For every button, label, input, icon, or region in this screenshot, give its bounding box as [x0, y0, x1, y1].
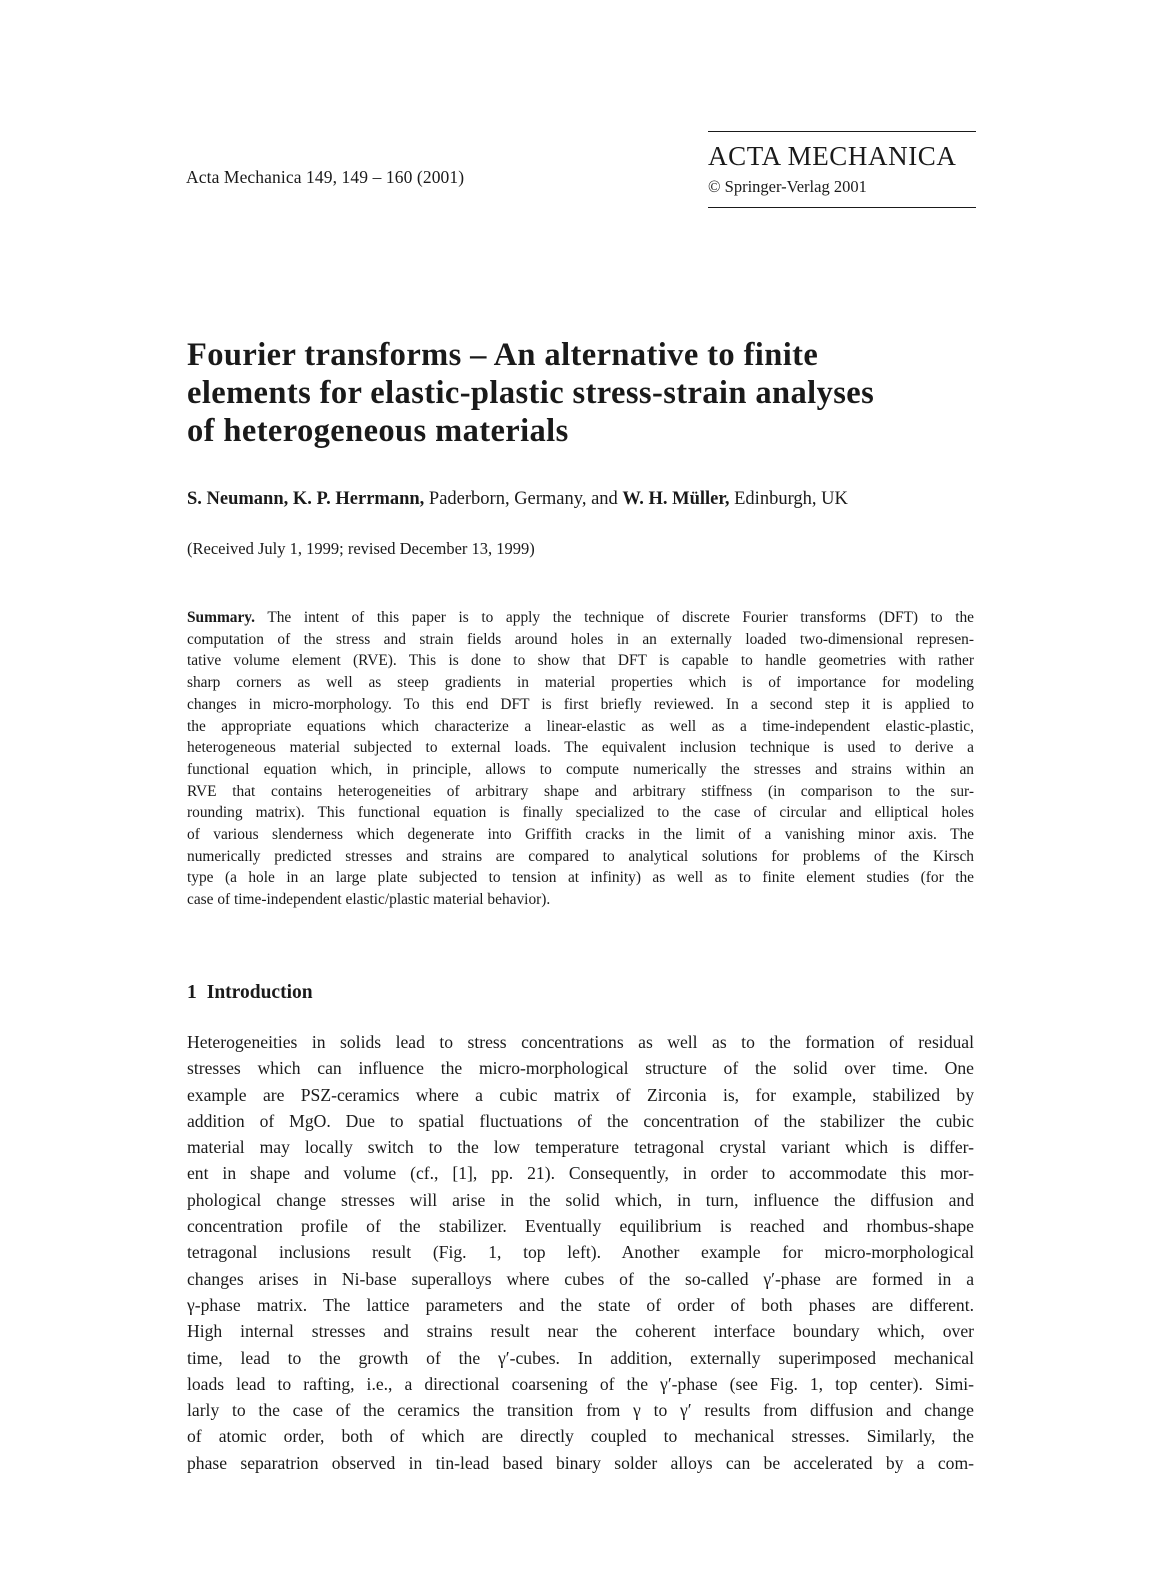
summary-line: RVE that contains heterogeneities of arbitrary shape and arbitrary stiffness (in comparison to the sur-	[187, 782, 974, 800]
body-line: time, lead to the growth of the γ′-cubes. In addition, externally superimposed mechanical	[187, 1347, 974, 1368]
body-line: High internal stresses and strains result near the coherent interface boundary which, over	[187, 1321, 974, 1342]
section-title: Introduction	[206, 982, 313, 1003]
journal-masthead	[708, 131, 976, 208]
journal-citation: Acta Mechanica 149, 149 – 160 (2001)	[186, 167, 465, 187]
author-name: W. H. Müller,	[622, 489, 730, 509]
author-affiliation: Edinburgh, UK	[734, 489, 848, 509]
body-line: stresses which can influence the micro-morphological structure of the solid over time. One	[187, 1058, 974, 1079]
summary-label: Summary.	[187, 609, 255, 626]
article-title	[187, 336, 987, 450]
summary-line: changes in micro-morphology. To this end DFT is first briefly reviewed. In a second step it is applied to	[187, 695, 974, 713]
body-line: material may locally switch to the low temperature tetragonal crystal variant which is differ-	[187, 1137, 974, 1158]
summary-line: of various slenderness which degenerate into Griffith cracks in the limit of a vanishing minor axis. The	[187, 826, 974, 844]
body-line: larly to the case of the ceramics the transition from γ to γ′ results from diffusion and change	[187, 1400, 974, 1421]
summary-line: heterogeneous material subjected to external loads. The equivalent inclusion technique is used to derive a	[187, 739, 974, 757]
section-heading-introduction	[187, 982, 313, 1004]
body-line: of atomic order, both of which are directly coupled to mechanical stresses. Similarly, the	[187, 1426, 974, 1447]
summary-line: the appropriate equations which characterize a linear-elastic as well as a time-independent elastic-plastic,	[187, 717, 974, 735]
title-line: Fourier transforms – An alternative to finite	[187, 337, 819, 373]
summary-line: case of time-independent elastic/plastic material behavior).	[187, 891, 551, 909]
summary-line	[187, 607, 974, 629]
section-number: 1	[187, 982, 197, 1003]
introduction-paragraph	[187, 1029, 974, 1476]
journal-name: ACTA MECHANICA	[708, 141, 957, 171]
masthead-top-rule	[708, 131, 976, 132]
title-line: of heterogeneous materials	[187, 413, 569, 449]
body-line: ent in shape and volume (cf., [1], pp. 21). Consequently, in order to accommodate this mor-	[187, 1163, 974, 1184]
body-line: changes arises in Ni-base superalloys where cubes of the so-called γ′-phase are formed in a	[187, 1268, 974, 1289]
body-line: phological change stresses will arise in the solid which, in turn, influence the diffusion and	[187, 1189, 974, 1210]
summary-text: The intent of this paper is to apply the technique of discrete Fourier transforms (DFT) to the	[267, 609, 974, 626]
body-line: Heterogeneities in solids lead to stress concentrations as well as to the formation of residual	[187, 1032, 974, 1052]
body-line: tetragonal inclusions result (Fig. 1, top left). Another example for micro-morphological	[187, 1242, 974, 1263]
body-line: concentration profile of the stabilizer. Eventually equilibrium is reached and rhombus-shape	[187, 1216, 974, 1237]
summary-line: type (a hole in an large plate subjected to tension at infinity) as well as to finite element studies (for the	[187, 869, 974, 887]
received-dates: (Received July 1, 1999; revised December 13, 1999)	[187, 539, 535, 558]
summary-line: computation of the stress and strain fields around holes in an externally loaded two-dimensional represen-	[187, 630, 974, 648]
summary-line: tative volume element (RVE). This is done to show that DFT is capable to handle geometries with rather	[187, 652, 974, 670]
body-line: loads lead to rafting, i.e., a directional coarsening of the γ′-phase (see Fig. 1, top center). Simi-	[187, 1373, 974, 1394]
copyright-notice: © Springer-Verlag 2001	[708, 177, 867, 196]
author-name: K. P. Herrmann,	[292, 489, 425, 509]
author-affiliation: Paderborn, Germany, and	[428, 489, 618, 509]
body-line: phase separatrion observed in tin-lead based binary solder alloys can be accelerated by a com-	[187, 1452, 974, 1473]
summary-paragraph	[187, 607, 974, 911]
summary-line: sharp corners as well as steep gradients in material properties which is of importance for modeling	[187, 674, 974, 692]
masthead-bottom-rule	[708, 207, 976, 208]
title-line: elements for elastic-plastic stress-strain analyses	[187, 375, 875, 411]
author-name: S. Neumann,	[187, 489, 289, 509]
body-line: example are PSZ-ceramics where a cubic matrix of Zirconia is, for example, stabilized by	[187, 1084, 974, 1105]
body-line: addition of MgO. Due to spatial fluctuations of the concentration of the stabilizer the cubic	[187, 1110, 974, 1131]
author-line	[187, 489, 848, 510]
body-line: γ-phase matrix. The lattice parameters and the state of order of both phases are different.	[187, 1294, 974, 1315]
summary-line: functional equation which, in principle, allows to compute numerically the stresses and strains within an	[187, 760, 974, 778]
summary-line: numerically predicted stresses and strains are compared to analytical solutions for problems of the Kirsch	[187, 847, 974, 865]
summary-line: rounding matrix). This functional equation is finally specialized to the case of circular and elliptical holes	[187, 804, 974, 822]
